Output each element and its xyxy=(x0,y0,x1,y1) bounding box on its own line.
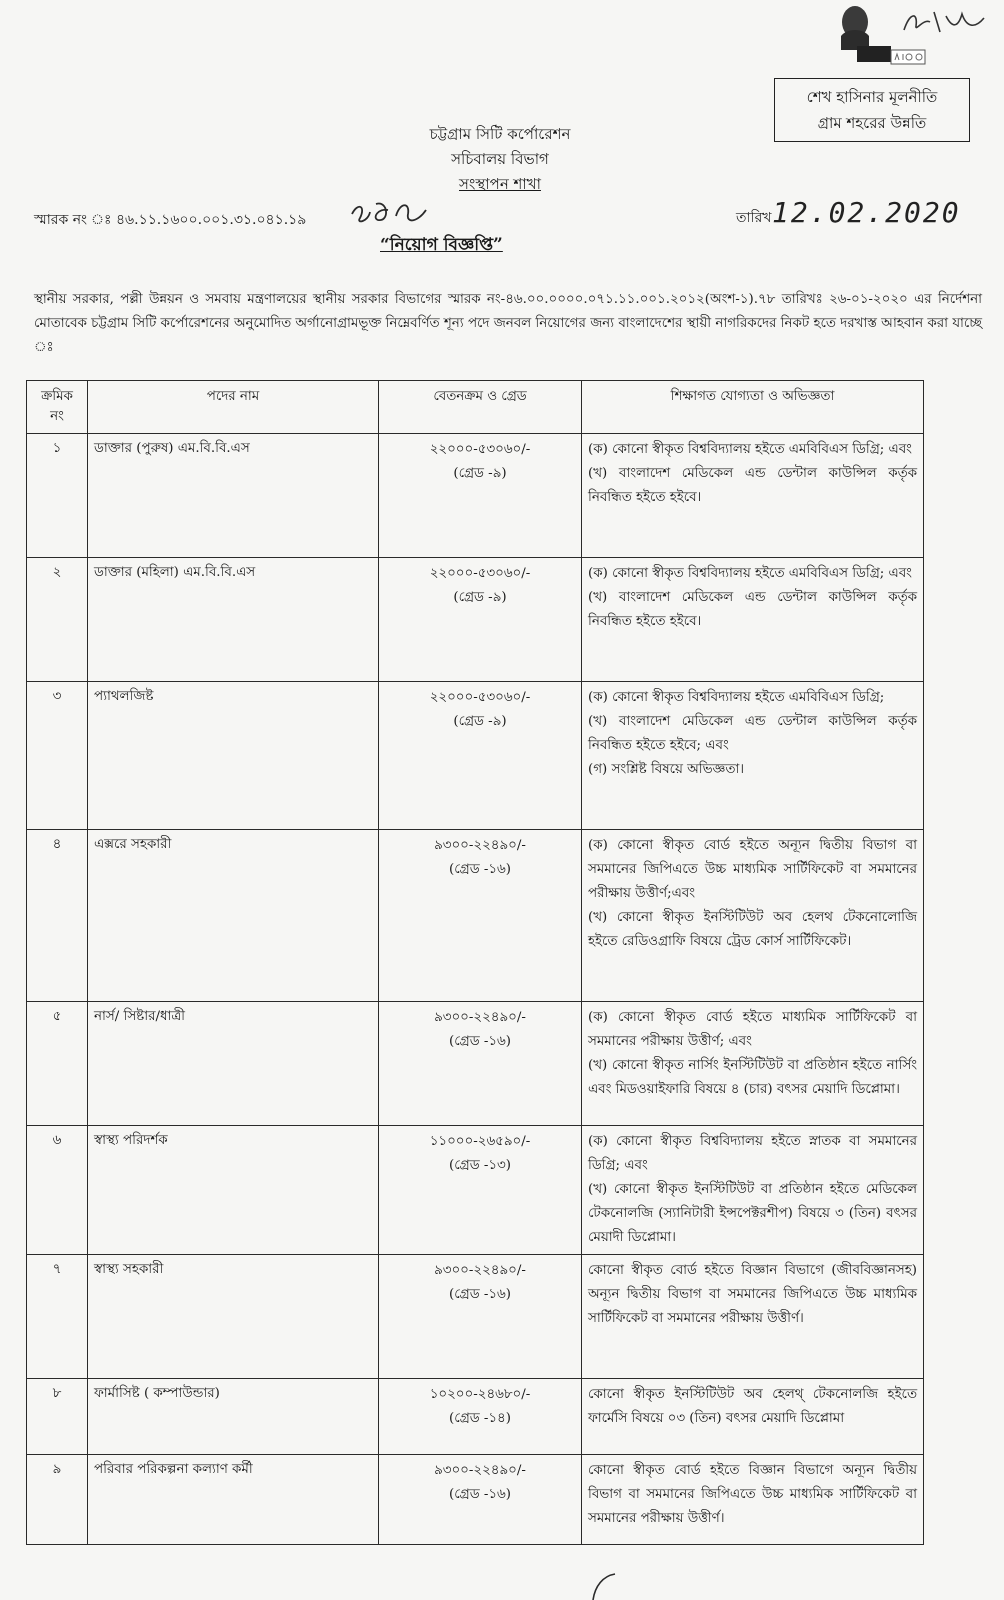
cell-serial: ৬ xyxy=(27,1126,88,1255)
cell-serial: ৪ xyxy=(27,830,88,1002)
department-name: সচিবালয় বিভাগ xyxy=(451,150,549,168)
qualification-item: (খ) কোনো স্বীকৃত নার্সিং ইনস্টিটিউট বা প্রতিষ্ঠান হইতে নার্সিং এবং মিডওয়াইফারি বিষয়ে ৪ (চার) বৎসর মেয়াদি ডিপ্লোমা। xyxy=(588,1058,917,1097)
letterhead xyxy=(300,122,700,197)
grade-value: (গ্রেড -১৬) xyxy=(449,1487,511,1502)
date-value: 12.02.2020 xyxy=(772,196,961,229)
qualification-item: (ক) কোনো স্বীকৃত বিশ্ববিদ্যালয় হইতে এমবিবিএস ডিগ্রি; এবং xyxy=(588,566,912,581)
grade-value: (গ্রেড -১৬) xyxy=(449,862,511,877)
pay-scale-value: ১১০০০-২৬৫৯০/- xyxy=(429,1134,531,1149)
cell-post-name: স্বাস্থ্য সহকারী xyxy=(88,1255,379,1379)
cell-pay-scale xyxy=(379,830,582,1002)
cell-pay-scale xyxy=(379,1255,582,1379)
table-row xyxy=(27,558,924,682)
grade-value: (গ্রেড -৯) xyxy=(453,714,507,729)
cell-pay-scale xyxy=(379,1002,582,1126)
motto-line-1: শেখ হাসিনার মূলনীতি xyxy=(806,88,938,106)
header-scale: বেতনক্রম ও গ্রেড xyxy=(379,381,582,434)
pay-scale-value: ২২০০০-৫৩০৬০/- xyxy=(429,566,531,581)
cell-post-name: ডাক্তার (মহিলা) এম.বি.বি.এস xyxy=(88,558,379,682)
table-row xyxy=(27,830,924,1002)
notice-title: “নিয়োগ বিজ্ঞপ্তি” xyxy=(380,235,503,255)
qualification-item: (ক) কোনো স্বীকৃত বিশ্ববিদ্যালয় হইতে এমবিবিএস ডিগ্রি; xyxy=(588,690,885,705)
qualification-item: (ক) কোনো স্বীকৃত বিশ্ববিদ্যালয় হইতে স্নাতক বা সমমানের ডিগ্রি; এবং xyxy=(588,1134,917,1173)
motto-line-2: গ্রাম শহরের উন্নতি xyxy=(817,114,927,132)
cell-qualification xyxy=(582,434,924,558)
pay-scale-value: ৯৩০০-২২৪৯০/- xyxy=(434,1463,526,1478)
cell-serial: ১ xyxy=(27,434,88,558)
cell-qualification xyxy=(582,1255,924,1379)
header-post: পদের নাম xyxy=(88,381,379,434)
qualification-item: (ক) কোনো স্বীকৃত বোর্ড হইতে অন্যূন দ্বিতীয় বিভাগ বা সমমানের জিপিএতে উচ্চ মাধ্যমিক সার্টিফিকেট বা সমমানের পরীক্ষায় উত্তীর্ণ;এবং xyxy=(588,838,917,901)
date-label: তারিখ xyxy=(736,210,772,226)
intro-paragraph: স্থানীয় সরকার, পল্লী উন্নয়ন ও সমবায় মন্ত্রণালয়ের স্থানীয় সরকার বিভাগের স্মারক নং-৪৬.০০.০০০০.০৭১.১১.০০১.২০১২(অংশ-১).৭৮ তারিখঃ ২৬-০১-২০২০ এর নির্দেশনা মোতাবেক চট্টগ্রাম সিটি কর্পোরেশনের অনুমোদিত অর্গানোগ্রামভূক্ত নিম্নেবর্ণিত শূন্য পদে জনবল নিয়োগের জন্য বাংলাদেশের স্থায়ী নাগরিকদের নিকট হতে দরখাস্ত আহবান করা যাচ্ছে ঃ xyxy=(34,292,982,355)
cell-pay-scale xyxy=(379,1379,582,1455)
branch-name: সংস্থাপন শাখা xyxy=(459,175,541,193)
table-row xyxy=(27,1379,924,1455)
table-row xyxy=(27,434,924,558)
cell-qualification xyxy=(582,558,924,682)
qualification-item: (খ) কোনো স্বীকৃত ইনস্টিটিউট বা প্রতিষ্ঠান হইতে মেডিকেল টেকনোলজি (স্যানিটারী ইন্সপেক্টরশীপ) বিষয়ে ৩ (তিন) বৎসর মেয়াদী ডিপ্লোমা। xyxy=(588,1182,917,1245)
grade-value: (গ্রেড -১৪) xyxy=(449,1411,511,1426)
cell-qualification xyxy=(582,1455,924,1545)
qualification-item: কোনো স্বীকৃত ইনস্টিটিউট অব হেলথ্ টেকনোলজি হইতে ফার্মেসি বিষয়ে ০৩ (তিন) বৎসর মেয়াদি ডিপ্লোমা xyxy=(588,1387,917,1426)
pay-scale-value: ৯৩০০-২২৪৯০/- xyxy=(434,838,526,853)
qualification-item: (খ) বাংলাদেশ মেডিকেল এন্ড ডেন্টাল কাউন্সিল কর্তৃক নিবন্ধিত হইতে হইবে। xyxy=(588,466,917,505)
pay-scale-value: ৯৩০০-২২৪৯০/- xyxy=(434,1263,526,1278)
cell-post-name: ফার্মাসিষ্ট ( কম্পাউন্ডার) xyxy=(88,1379,379,1455)
vacancy-table xyxy=(26,380,924,1545)
memo-number: স্মারক নং ঃ ৪৬.১১.১৬০০.০০১.৩১.০৪১.১৯ xyxy=(34,212,307,228)
qualification-item: কোনো স্বীকৃত বোর্ড হইতে বিজ্ঞান বিভাগে অন্যূন দ্বিতীয় বিভাগ বা সমমানের জিপিএতে উচ্চ মাধ্যমিক সার্টিফিকেট বা সমমানের পরীক্ষায় উত্তীর্ণ। xyxy=(588,1463,917,1526)
cell-qualification xyxy=(582,830,924,1002)
header-qualification: শিক্ষাগত যোগ্যতা ও অভিজ্ঞতা xyxy=(582,381,924,434)
cell-qualification xyxy=(582,1379,924,1455)
table-row xyxy=(27,682,924,830)
pay-scale-value: ২২০০০-৫৩০৬০/- xyxy=(429,690,531,705)
pay-scale-value: ২২০০০-৫৩০৬০/- xyxy=(429,442,531,457)
cell-qualification xyxy=(582,682,924,830)
grade-value: (গ্রেড -১৩) xyxy=(449,1158,511,1173)
cell-post-name: স্বাস্থ্য পরিদর্শক xyxy=(88,1126,379,1255)
cell-serial: ২ xyxy=(27,558,88,682)
handwritten-mark-icon xyxy=(585,1572,625,1600)
mujib-100-logo-icon xyxy=(833,2,943,72)
cell-serial: ৮ xyxy=(27,1379,88,1455)
qualification-item: (খ) বাংলাদেশ মেডিকেল এন্ড ডেন্টাল কাউন্সিল কর্তৃক নিবন্ধিত হইতে হইবে; এবং xyxy=(588,714,917,753)
qualification-item: (খ) কোনো স্বীকৃত ইনস্টিটিউট অব হেলথ টেকনোলোজি হইতে রেডিওগ্রাফি বিষয়ে ট্রেড কোর্স সার্টিফিকেট। xyxy=(588,910,917,949)
table-row xyxy=(27,1255,924,1379)
table-row xyxy=(27,1002,924,1126)
cell-post-name: পরিবার পরিকল্পনা কল্যাণ কর্মী xyxy=(88,1455,379,1545)
pay-scale-value: ৯৩০০-২২৪৯০/- xyxy=(434,1010,526,1025)
cell-post-name: এক্সরে সহকারী xyxy=(88,830,379,1002)
cell-serial: ৭ xyxy=(27,1255,88,1379)
grade-value: (গ্রেড -১৬) xyxy=(449,1287,511,1302)
table-header-row xyxy=(27,381,924,434)
organization-name: চট্টগ্রাম সিটি কর্পোরেশন xyxy=(429,125,571,143)
cell-pay-scale xyxy=(379,1126,582,1255)
cell-post-name: ডাক্তার (পুরুষ) এম.বি.বি.এস xyxy=(88,434,379,558)
cell-pay-scale xyxy=(379,1455,582,1545)
cell-serial: ৩ xyxy=(27,682,88,830)
handwritten-memo-number-icon xyxy=(348,196,430,228)
grade-value: (গ্রেড -৯) xyxy=(453,466,507,481)
qualification-item: (খ) বাংলাদেশ মেডিকেল এন্ড ডেন্টাল কাউন্সিল কর্তৃক নিবন্ধিত হইতে হইবে। xyxy=(588,590,917,629)
qualification-item: কোনো স্বীকৃত বোর্ড হইতে বিজ্ঞান বিভাগে (জীববিজ্ঞানসহ) অন্যূন দ্বিতীয় বিভাগ বা সমমানের জিপিএতে উচ্চ মাধ্যমিক সার্টিফিকেট বা সমমানের পরীক্ষায় উত্তীর্ণ। xyxy=(588,1263,917,1326)
motto-box xyxy=(774,78,970,142)
cell-post-name: নার্স/ সিষ্টার/ধাত্রী xyxy=(88,1002,379,1126)
cell-serial: ৯ xyxy=(27,1455,88,1545)
cell-pay-scale xyxy=(379,558,582,682)
grade-value: (গ্রেড -৯) xyxy=(453,590,507,605)
qualification-item: (ক) কোনো স্বীকৃত বোর্ড হইতে মাধ্যমিক সার্টিফিকেট বা সমমানের পরীক্ষায় উত্তীর্ণ; এবং xyxy=(588,1010,917,1049)
pay-scale-value: ১০২০০-২৪৬৮০/- xyxy=(429,1387,531,1402)
cell-pay-scale xyxy=(379,682,582,830)
cell-post-name: প্যাথলজিষ্ট xyxy=(88,682,379,830)
vacancy-table-body xyxy=(27,434,924,1545)
header-serial: ক্রমিক নং xyxy=(27,381,88,434)
qualification-item: (ক) কোনো স্বীকৃত বিশ্ববিদ্যালয় হইতে এমবিবিএস ডিগ্রি; এবং xyxy=(588,442,912,457)
cell-pay-scale xyxy=(379,434,582,558)
grade-value: (গ্রেড -১৬) xyxy=(449,1034,511,1049)
cell-qualification xyxy=(582,1002,924,1126)
table-row xyxy=(27,1455,924,1545)
cell-serial: ৫ xyxy=(27,1002,88,1126)
table-row xyxy=(27,1126,924,1255)
qualification-item: (গ) সংশ্লিষ্ট বিষয়ে অভিজ্ঞতা। xyxy=(588,762,745,777)
cell-qualification xyxy=(582,1126,924,1255)
